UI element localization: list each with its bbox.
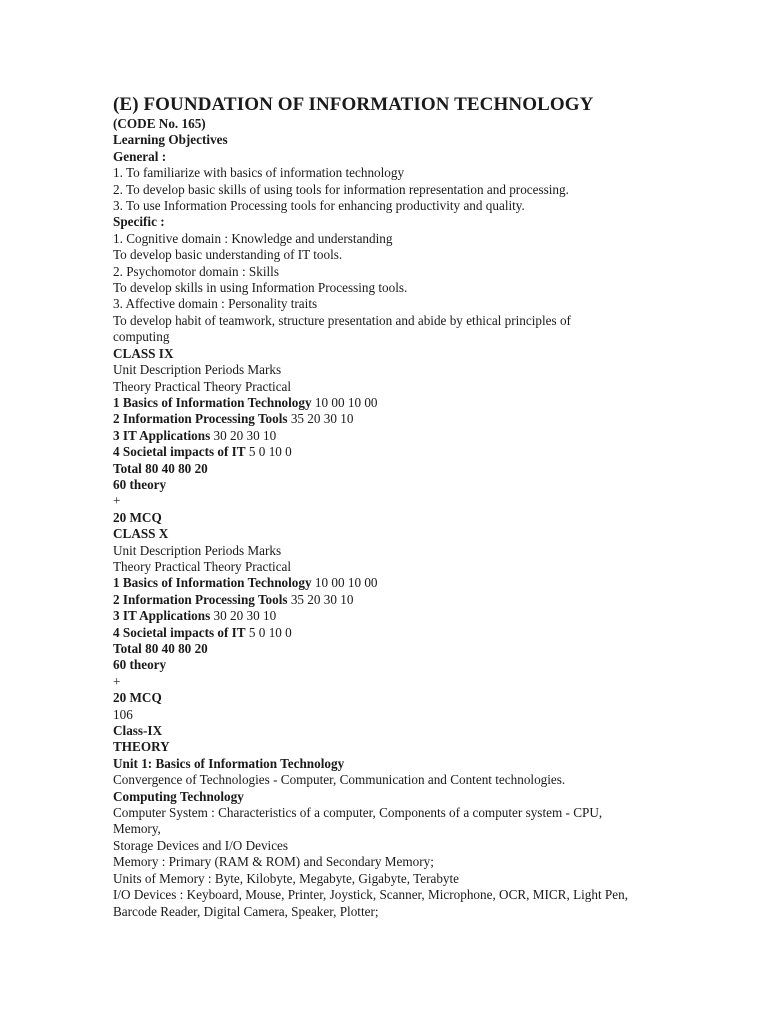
class-x-unit-row [113, 608, 733, 624]
class-ix-unit-row [113, 428, 733, 444]
class-x-plus: + [113, 673, 121, 689]
class-ix-header-row: Unit Description Periods Marks [113, 362, 282, 378]
body-line: Computer System : Characteristics of a computer, Components of a computer system - CPU, [113, 805, 603, 821]
general-item: 1. To familiarize with basics of information technology [113, 165, 405, 181]
body-line: I/O Devices : Keyboard, Mouse, Printer, Joystick, Scanner, Microphone, OCR, MICR, Light Pen, [113, 887, 629, 903]
class-ix-mcq: 20 MCQ [113, 509, 162, 525]
unit-label: 1 Basics of Information Technology [113, 394, 312, 410]
body-line: Memory : Primary (RAM & ROM) and Secondary Memory; [113, 854, 434, 870]
unit-label: 1 Basics of Information Technology [113, 575, 312, 591]
class-x-unit-row [113, 592, 733, 608]
class-x-theory: 60 theory [113, 657, 167, 673]
class-ix-theory: 60 theory [113, 476, 167, 492]
specific-line: 2. Psychomotor domain : Skills [113, 263, 279, 279]
convergence-text: Convergence of Technologies - Computer, Communication and Content technologies. [113, 772, 566, 788]
unit-label: 2 Information Processing Tools [113, 411, 288, 427]
learning-objectives-heading: Learning Objectives [113, 132, 228, 148]
unit1-heading: Unit 1: Basics of Information Technology [113, 755, 345, 771]
class-ix-unit-row [113, 411, 733, 427]
class-x-unit-row [113, 625, 733, 641]
page-number: 106 [113, 706, 133, 722]
specific-line: 1. Cognitive domain : Knowledge and understanding [113, 230, 393, 246]
computing-heading: Computing Technology [113, 788, 244, 804]
class-x-mcq: 20 MCQ [113, 690, 162, 706]
unit-values: 30 20 30 10 [210, 427, 277, 443]
unit-values: 35 20 30 10 [287, 591, 354, 607]
theory-label: THEORY [113, 739, 170, 755]
specific-heading: Specific : [113, 214, 165, 230]
body-line: Barcode Reader, Digital Camera, Speaker, Plotter; [113, 903, 379, 919]
class-ix-unit-row [113, 444, 733, 460]
specific-line: To develop habit of teamwork, structure presentation and abide by ethical principles of computing [113, 312, 571, 345]
class-ix-total: Total 80 40 80 20 [113, 460, 208, 476]
class-ix-heading: CLASS IX [113, 345, 174, 361]
body-line: Units of Memory : Byte, Kilobyte, Megabyte, Gigabyte, Terabyte [113, 870, 460, 886]
unit-values: 5 0 10 0 [245, 624, 292, 640]
class-ix-unit-row [113, 395, 733, 411]
general-item: 3. To use Information Processing tools for enhancing productivity and quality. [113, 198, 525, 214]
unit-values: 10 00 10 00 [311, 575, 378, 591]
specific-line: To develop basic understanding of IT tools. [113, 247, 343, 263]
unit-values: 5 0 10 0 [245, 444, 292, 460]
body-line: Storage Devices and I/O Devices [113, 837, 289, 853]
body-line: Memory, [113, 821, 161, 837]
course-code: (CODE No. 165) [113, 116, 206, 131]
specific-line: 3. Affective domain : Personality traits [113, 296, 318, 312]
unit-values: 30 20 30 10 [210, 608, 277, 624]
unit-label: 3 IT Applications [113, 608, 211, 624]
class-ix-plus: + [113, 493, 121, 509]
class-x-unit-row [113, 575, 733, 591]
general-heading: General : [113, 148, 167, 164]
class-x-heading: CLASS X [113, 526, 169, 542]
class-x-header-row: Theory Practical Theory Practical [113, 558, 292, 574]
class-x-header-row: Unit Description Periods Marks [113, 542, 282, 558]
unit-label: 3 IT Applications [113, 427, 211, 443]
specific-line: To develop skills in using Information Processing tools. [113, 280, 408, 296]
unit-values: 35 20 30 10 [287, 411, 354, 427]
class-label: Class-IX [113, 723, 163, 739]
general-item: 2. To develop basic skills of using tools for information representation and processing. [113, 181, 569, 197]
unit-label: 4 Societal impacts of IT [113, 444, 246, 460]
unit-label: 4 Societal impacts of IT [113, 624, 246, 640]
class-x-total: Total 80 40 80 20 [113, 641, 208, 656]
unit-values: 10 00 10 00 [311, 394, 378, 410]
document-title: (E) FOUNDATION OF INFORMATION TECHNOLOGY [113, 94, 594, 115]
document-page [113, 93, 733, 920]
class-ix-header-row: Theory Practical Theory Practical [113, 378, 292, 394]
unit-label: 2 Information Processing Tools [113, 591, 288, 607]
